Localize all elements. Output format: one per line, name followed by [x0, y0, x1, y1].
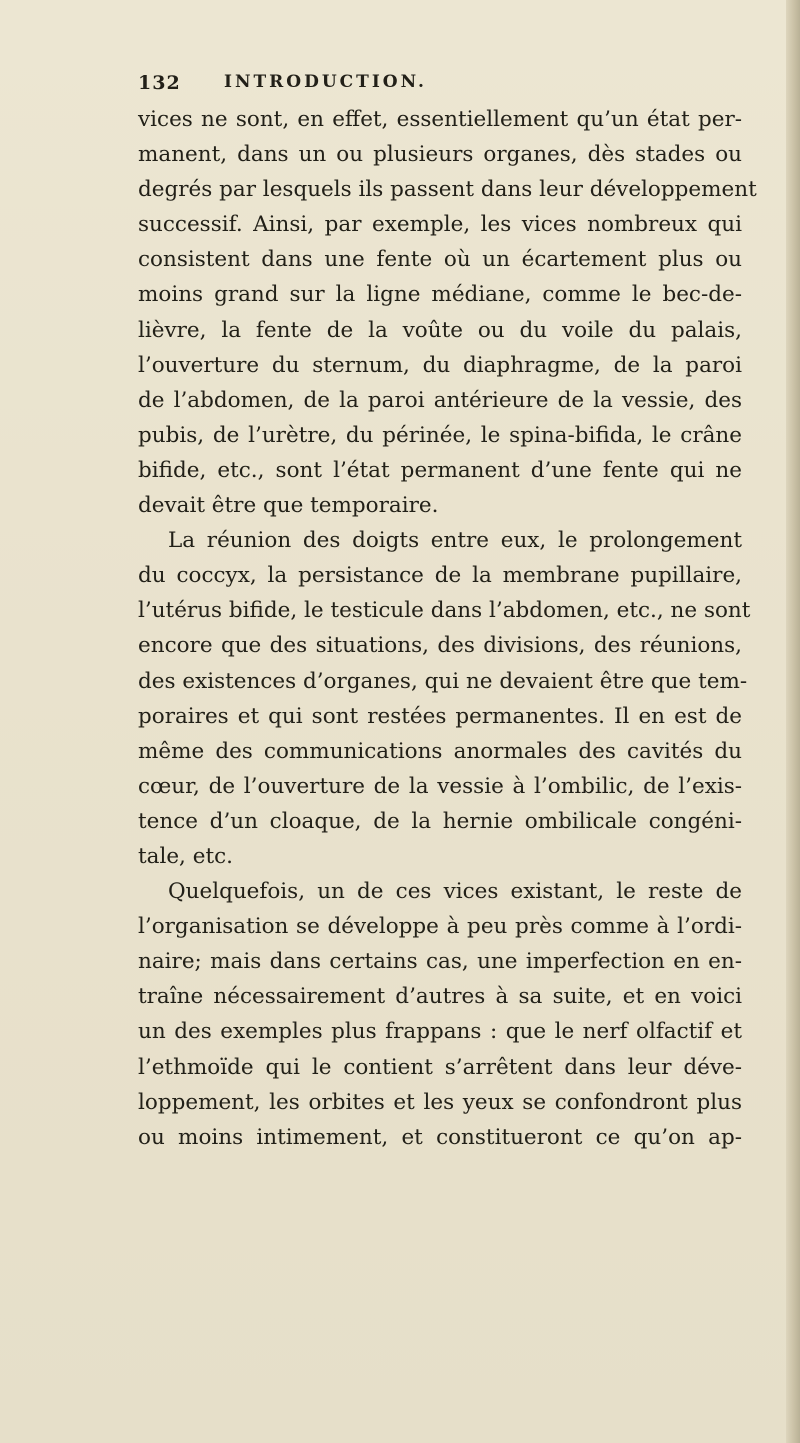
- text-line: de l’abdomen, de la paroi antérieure de la vessie, des: [138, 387, 742, 413]
- text-line: un des exemples plus frappans : que le nerf olfactif et: [138, 1019, 742, 1045]
- page-number: 132: [138, 72, 181, 94]
- text-line: l’organisation se développe à peu près comme à l’ordi-: [138, 914, 742, 940]
- text-line: pubis, de l’urètre, du périnée, le spina-bifida, le crâne: [138, 422, 742, 448]
- text-line: successif. Ainsi, par exemple, les vices nombreux qui: [138, 212, 742, 238]
- paragraph-first-line: Quelquefois, un de ces vices existant, le reste de: [168, 879, 742, 905]
- text-line: poraires et qui sont restées permanentes. Il en est de: [138, 703, 742, 729]
- text-line: tale, etc.: [138, 843, 233, 869]
- text-line: traîne nécessairement d’autres à sa suite, et en voici: [138, 984, 742, 1010]
- text-line: bifide, etc., sont l’état permanent d’une fente qui ne: [138, 457, 742, 483]
- text-line: cœur, de l’ouverture de la vessie à l’ombilic, de l’exis-: [138, 773, 742, 799]
- text-line: naire; mais dans certains cas, une imperfection en en-: [138, 949, 742, 975]
- text-line: l’ouverture du sternum, du diaphragme, de la paroi: [138, 352, 742, 378]
- text-line: vices ne sont, en effet, essentiellement qu’un état per-: [138, 107, 742, 132]
- text-line: ou moins intimement, et constitueront ce qu’on ap-: [138, 1124, 742, 1150]
- text-line: du coccyx, la persistance de la membrane pupillaire,: [138, 563, 742, 589]
- text-line: même des communications anormales des cavités du: [138, 738, 742, 764]
- text-line: lièvre, la fente de la voûte ou du voile du palais,: [138, 317, 742, 343]
- text-line: moins grand sur la ligne médiane, comme le bec-de-: [138, 282, 742, 308]
- text-line: tence d’un cloaque, de la hernie ombilicale congéni-: [138, 808, 742, 834]
- text-line: l’ethmoïde qui le contient s’arrêtent dans leur déve-: [138, 1054, 742, 1080]
- text-line: devait être que temporaire.: [138, 493, 439, 519]
- page-edge: [786, 0, 800, 1443]
- paragraph-first-line: La réunion des doigts entre eux, le prolongement: [168, 528, 742, 554]
- text-line: loppement, les orbites et les yeux se confondront plus: [138, 1089, 742, 1115]
- text-line: consistent dans une fente où un écartement plus ou: [138, 247, 742, 273]
- text-line: encore que des situations, des divisions, des réunions,: [138, 633, 742, 659]
- body-text: [138, 102, 757, 1155]
- page-header: [138, 72, 698, 102]
- running-title: INTRODUCTION.: [224, 72, 427, 92]
- text-line: manent, dans un ou plusieurs organes, dès stades ou: [138, 142, 742, 168]
- text-line: l’utérus bifide, le testicule dans l’abdomen, etc., ne sont: [138, 598, 751, 624]
- text-line: des existences d’organes, qui ne devaient être que tem-: [138, 668, 748, 694]
- text-line: degrés par lesquels ils passent dans leur développement: [138, 177, 757, 203]
